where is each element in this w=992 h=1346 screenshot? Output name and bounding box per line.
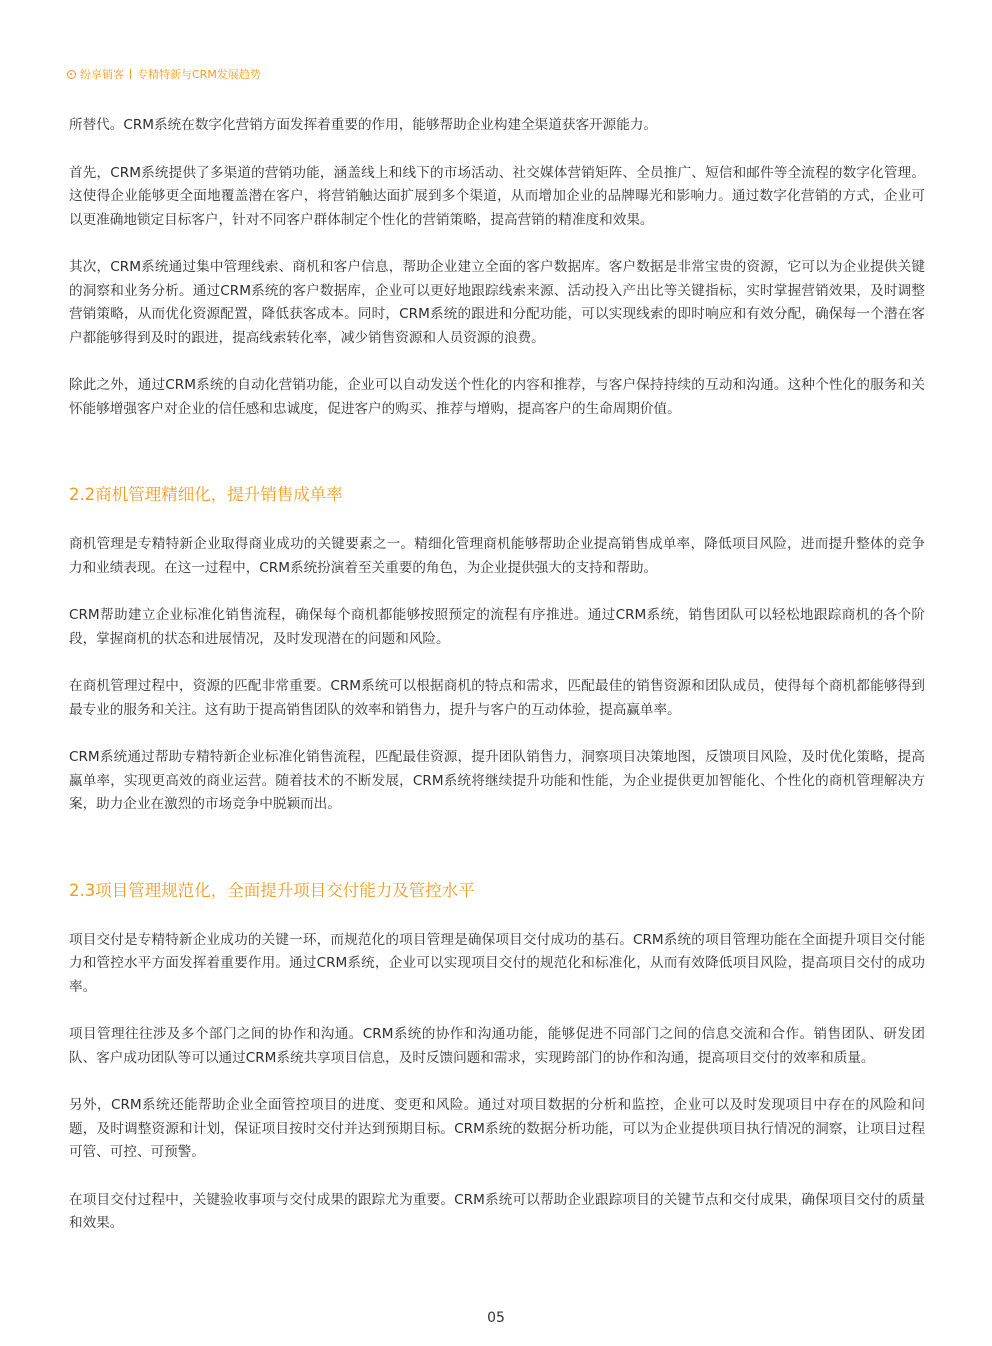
section-2-2-paragraph-3: 在商机管理过程中，资源的匹配非常重要。CRM系统可以根据商机的特点和需求，匹配最佳的销售资源和团队成员，使得每个商机都能够得到最专业的服务和关注。这有助于提高销售团队的效率和销售力，提升与客户的互动体验，提高赢单率。	[69, 678, 925, 718]
main-content	[69, 114, 925, 1260]
section-2-3-paragraph-2: 项目管理往往涉及多个部门之间的协作和沟通。CRM系统的协作和沟通功能，能够促进不同部门之间的信息交流和合作。销售团队、研发团队、客户成功团队等可以通过CRM系统共享项目信息，及时反馈问题和需求，实现跨部门的协作和沟通，提高项目交付的效率和质量。	[69, 1026, 925, 1066]
section-2-3-paragraph-1: 项目交付是专精特新企业成功的关键一环，而规范化的项目管理是确保项目交付成功的基石。CRM系统的项目管理功能在全面提升项目交付能力和管控水平方面发挥着重要作用。通过CRM系统，企业可以实现项目交付的规范化和标准化，从而有效降低项目风险，提高项目交付的成功率。	[69, 931, 925, 995]
section-2-3-paragraph-3: 另外，CRM系统还能帮助企业全面管控项目的进度、变更和风险。通过对项目数据的分析和监控，企业可以及时发现项目中存在的风险和问题，及时调整资源和计划，保证项目按时交付并达到预期目标。CRM系统的数据分析功能，可以为企业提供项目执行情况的洞察，让项目过程可管、可控、可预警。	[69, 1097, 925, 1160]
intro-paragraph-3: 其次，CRM系统通过集中管理线索、商机和客户信息，帮助企业建立全面的客户数据库。客户数据是非常宝贵的资源，它可以为企业提供关键的洞察和业务分析。通过CRM系统的客户数据库，企业可以更好地跟踪线索来源、活动投入产出比等关键指标，实时掌握营销效果，及时调整营销策略，从而优化资源配置，降低获客成本。同时，CRM系统的跟进和分配功能，可以实现线索的即时响应和有效分配，确保每一个潜在客户都能够得到及时的跟进，提高线索转化率，减少销售资源和人员资源的浪费。	[69, 259, 925, 346]
header-divider	[130, 69, 131, 79]
section-spacer	[69, 841, 925, 879]
page-header	[67, 66, 261, 82]
section-2-2-paragraph-4: CRM系统通过帮助专精特新企业标准化销售流程，匹配最佳资源，提升团队销售力，洞察项目决策地图，反馈项目风险，及时优化策略，提高赢单率，实现更高效的商业运营。随着技术的不断发展，CRM系统将继续提升功能和性能，为企业提供更加智能化、个性化的商机管理解决方案，助力企业在激烈的市场竞争中脱颖而出。	[69, 749, 925, 812]
section-2-3-paragraph-4: 在项目交付过程中，关键验收事项与交付成果的跟踪尤为重要。CRM系统可以帮助企业跟踪项目的关键节点和交付成果，确保项目交付的质量和效果。	[69, 1191, 925, 1231]
intro-paragraph-2: 首先，CRM系统提供了多渠道的营销功能，涵盖线上和线下的市场活动、社交媒体营销矩阵、全员推广、短信和邮件等全流程的数字化管理。这使得企业能够更全面地覆盖潜在客户，将营销触达面扩展到多个渠道，从而增加企业的品牌曝光和影响力。通过数字化营销的方式，企业可以更准确地锁定目标客户，针对不同客户群体制定个性化的营销策略，提高营销的精准度和效果。	[69, 164, 925, 228]
section-2-3-title: 2.3项目管理规范化，全面提升项目交付能力及管控水平	[69, 880, 475, 900]
section-2-2-title: 2.2商机管理精细化，提升销售成单率	[69, 485, 343, 504]
intro-paragraph-4: 除此之外，通过CRM系统的自动化营销功能，企业可以自动发送个性化的内容和推荐，与客户保持持续的互动和沟通。这种个性化的服务和关怀能够增强客户对企业的信任感和忠诚度，促进客户的购买、推荐与增购，提高客户的生命周期价值。	[69, 377, 925, 417]
page-number: 05	[487, 1310, 505, 1326]
intro-paragraph-1: 所替代。CRM系统在数字化营销方面发挥着重要的作用，能够帮助企业构建全渠道获客开源能力。	[69, 117, 658, 133]
header-brand: 纷享销客	[80, 68, 124, 81]
header-title: 专精特新与CRM发展趋势	[137, 68, 261, 81]
section-2-2-paragraph-2: CRM帮助建立企业标准化销售流程，确保每个商机都能够按照预定的流程有序推进。通过CRM系统，销售团队可以轻松地跟踪商机的各个阶段，掌握商机的状态和进展情况，及时发现潜在的问题和风险。	[69, 607, 925, 647]
section-2-2-paragraph-1: 商机管理是专精特新企业取得商业成功的关键要素之一。精细化管理商机能够帮助企业提高销售成单率，降低项目风险，进而提升整体的竞争力和业绩表现。在这一过程中，CRM系统扮演着至关重要的角色，为企业提供强大的支持和帮助。	[69, 536, 925, 576]
section-spacer	[69, 445, 925, 483]
circle-logo-icon	[67, 70, 76, 79]
